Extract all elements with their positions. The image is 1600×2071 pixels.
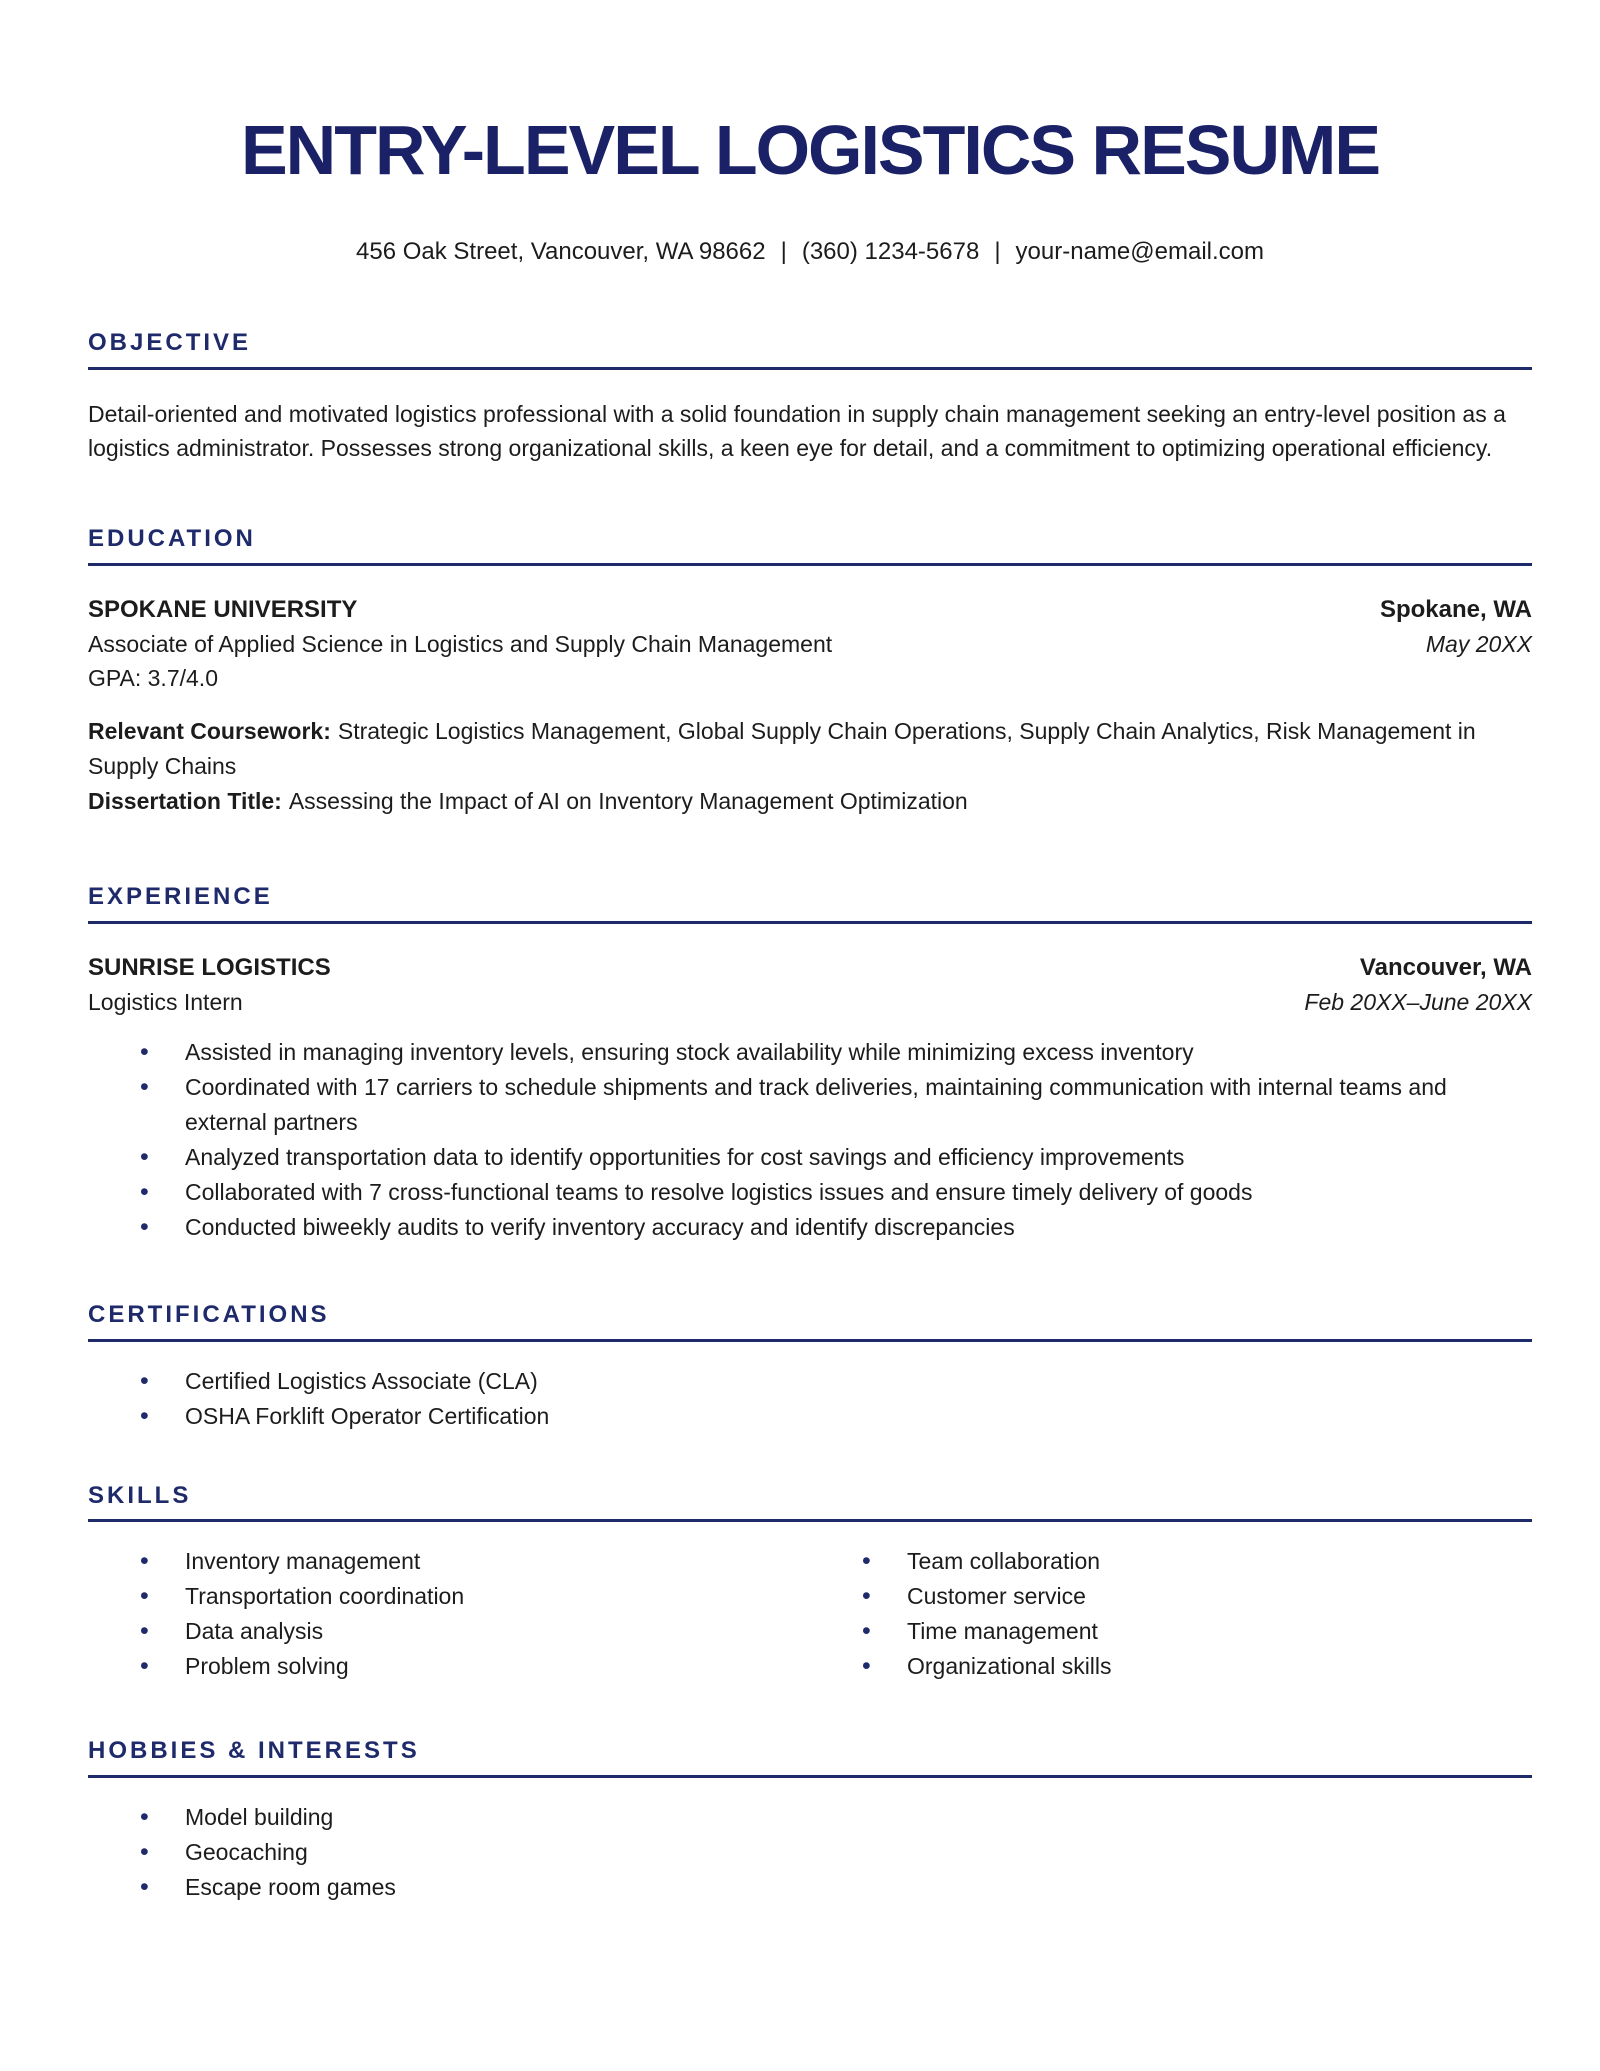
graduation-date: May 20XX bbox=[1425, 630, 1532, 657]
dissertation-label: Dissertation Title: bbox=[88, 787, 282, 814]
hobby-item: • Geocaching bbox=[185, 1835, 1532, 1870]
experience-bullet: • Coordinated with 17 carriers to schedule shipments and track deliveries, maintaining communication with internal teams and external partners bbox=[185, 1070, 1532, 1140]
contact-line bbox=[88, 236, 1532, 267]
certifications-list bbox=[88, 1364, 1532, 1434]
page-title: ENTRY-LEVEL LOGISTICS RESUME bbox=[240, 110, 1380, 189]
skills-list-left bbox=[88, 1544, 810, 1684]
skill-item: • Organizational skills bbox=[907, 1649, 1532, 1684]
section-certifications bbox=[88, 1301, 1532, 1434]
experience-bullet: • Collaborated with 7 cross-functional teams to resolve logistics issues and ensure timely delivery of goods bbox=[185, 1175, 1532, 1210]
contact-separator: | bbox=[994, 238, 1001, 266]
section-experience bbox=[88, 883, 1532, 1245]
skill-item: • Transportation coordination bbox=[185, 1579, 810, 1614]
job-dates: Feb 20XX–June 20XX bbox=[1304, 988, 1532, 1015]
contact-separator: | bbox=[780, 238, 787, 266]
skills-heading: SKILLS bbox=[88, 1482, 1532, 1523]
gpa: GPA: 3.7/4.0 bbox=[88, 664, 218, 691]
degree: Associate of Applied Science in Logistics and Supply Chain Management bbox=[88, 630, 833, 657]
skills-list-right bbox=[810, 1544, 1532, 1684]
skill-item: • Time management bbox=[907, 1614, 1532, 1649]
experience-bullet: • Assisted in managing inventory levels, ensuring stock availability while minimizing excess inventory bbox=[185, 1035, 1532, 1070]
coursework-label: Relevant Coursework: bbox=[88, 717, 331, 744]
company-name: SUNRISE LOGISTICS bbox=[88, 953, 331, 981]
hobby-item: • Model building bbox=[185, 1800, 1532, 1835]
skill-item: • Problem solving bbox=[185, 1649, 810, 1684]
job-title: Logistics Intern bbox=[88, 988, 243, 1015]
section-objective bbox=[88, 329, 1532, 465]
skill-item: • Inventory management bbox=[185, 1544, 810, 1579]
skill-item: • Customer service bbox=[907, 1579, 1532, 1614]
section-education bbox=[88, 525, 1532, 819]
certification-item: • Certified Logistics Associate (CLA) bbox=[185, 1364, 1532, 1399]
hobbies-list bbox=[88, 1800, 1532, 1905]
experience-bullet: • Conducted biweekly audits to verify inventory accuracy and identify discrepancies bbox=[185, 1210, 1532, 1245]
experience-bullet: • Analyzed transportation data to identify opportunities for cost savings and efficiency improvements bbox=[185, 1140, 1532, 1175]
coursework-line bbox=[88, 714, 1532, 784]
coursework-text: Strategic Logistics Management, Global Supply Chain Operations, Supply Chain Analytics, Risk Management in Supply Chains bbox=[88, 717, 1476, 779]
education-heading: EDUCATION bbox=[88, 525, 1532, 566]
hobby-item: • Escape room games bbox=[185, 1870, 1532, 1905]
certifications-heading: CERTIFICATIONS bbox=[88, 1301, 1532, 1342]
section-hobbies bbox=[88, 1737, 1532, 1905]
company-location: Vancouver, WA bbox=[1359, 953, 1532, 981]
school-name: SPOKANE UNIVERSITY bbox=[88, 595, 358, 623]
contact-phone: (360) 1234-5678 bbox=[801, 238, 980, 266]
dissertation-text: Assessing the Impact of AI on Inventory Management Optimization bbox=[288, 787, 968, 814]
contact-address: 456 Oak Street, Vancouver, WA 98662 bbox=[356, 238, 766, 266]
hobbies-heading: HOBBIES & INTERESTS bbox=[88, 1737, 1532, 1778]
experience-heading: EXPERIENCE bbox=[88, 883, 1532, 924]
skill-item: • Team collaboration bbox=[907, 1544, 1532, 1579]
certification-item: • OSHA Forklift Operator Certification bbox=[185, 1399, 1532, 1434]
objective-heading: OBJECTIVE bbox=[88, 329, 1532, 370]
skills-columns bbox=[88, 1522, 1532, 1684]
dissertation-line bbox=[88, 784, 1532, 819]
school-location: Spokane, WA bbox=[1379, 595, 1532, 623]
section-skills bbox=[88, 1482, 1532, 1685]
contact-email: your-name@email.com bbox=[1015, 238, 1264, 266]
experience-bullet-list bbox=[88, 1035, 1532, 1245]
skill-item: • Data analysis bbox=[185, 1614, 810, 1649]
objective-text: Detail-oriented and motivated logistics professional with a solid foundation in supply chain management seeking an entry-level position as a logistics administrator. Possesses strong organizational skills, a keen eye for detail, and a commitment to optimizing operational efficiency. bbox=[88, 401, 1506, 462]
